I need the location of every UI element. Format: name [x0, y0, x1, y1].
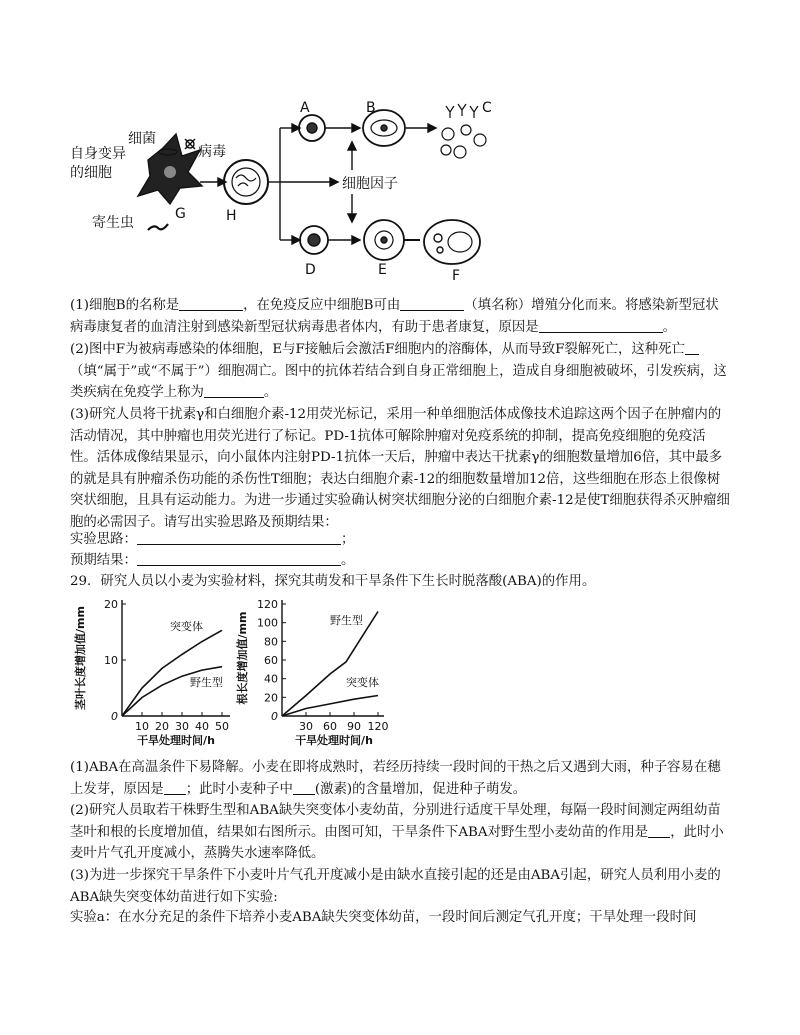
- chart2-xtick-label: 90: [347, 720, 361, 733]
- parasite-shape: [148, 224, 168, 230]
- chart2-label-mutant: 突变体: [346, 676, 379, 689]
- label-self-mutant-2: 的细胞: [70, 165, 112, 181]
- chart1-ytick-label: 20: [104, 598, 118, 611]
- answer-blank[interactable]: [293, 781, 315, 795]
- label-b: B: [366, 100, 376, 116]
- chart2-ytick-label: 0: [271, 710, 278, 723]
- chart1-xtick-label: 40: [195, 720, 209, 733]
- label-h: H: [226, 208, 237, 224]
- q28-part1: (1)细胞B的名称是 ，在免疫反应中细胞B可由 （填名称）增殖分化而来。将感染新型冠状病毒康复者的血清注射到感染新型冠状病毒患者体内，有助于患者康复，原因是 。: [70, 298, 719, 335]
- label-a: A: [300, 100, 310, 116]
- chart1-xlabel: 干旱处理时间/h: [137, 734, 215, 747]
- q28-part3: (3)研究人员将干扰素γ和白细胞介素-12用荧光标记，采用一种单细胞活体成像技术追踪这两个因子在肿瘤内的活动情况，其中肿瘤也用荧光进行了标记。PD-1抗体可解除肿瘤对免疫系统的抑制，提高免疫细胞的免疫活性。活体成像结果显示，向小鼠体内注射PD-1抗体一天后，肿瘤中表达干扰素γ的细胞数量增加6倍，其中最多的就是具有肿瘤杀伤功能的杀伤性T细胞；表达白细胞介素-12的细胞数量增加12倍，这些细胞在形态上很像树突状细胞，且具有运动能力。为进一步通过实验确认树突状细胞分泌的白细胞介素-12是使T细胞获得杀灭肿瘤细胞的必需因子。请写出实验思路及预期结果：: [70, 407, 730, 530]
- label-d: D: [305, 262, 316, 278]
- label-e: E: [378, 262, 387, 278]
- chart2-ytick-label: 100: [257, 616, 278, 630]
- chart2-series-a-line: [282, 612, 378, 717]
- chart1-ytick-label: 0: [111, 710, 118, 723]
- label-self-mutant-1: 自身变异: [70, 146, 126, 162]
- experiment-idea-line: 实验思路： ；: [70, 532, 355, 547]
- answer-blank[interactable]: [137, 552, 341, 566]
- chart1-label-wild: 野生型: [190, 676, 223, 689]
- chart1-xtick-label: 10: [135, 720, 149, 733]
- chart1-ytick-label: 10: [104, 654, 118, 667]
- answer-blank[interactable]: [685, 341, 699, 355]
- answer-blank[interactable]: [648, 824, 670, 838]
- label-virus: 病毒: [198, 144, 226, 160]
- chart2-ytick-label: 20: [264, 691, 278, 705]
- q29-part1: (1)ABA在高温条件下易降解。小麦在即将成熟时，若经历持续一段时间的干热之后又遇到大雨，种子容易在穗上发芽，原因是 ；此时小麦种子中 (激素)的含量增加，促进种子萌发。: [70, 760, 721, 797]
- chart2-ytick-label: 80: [264, 635, 278, 649]
- answer-blank[interactable]: [539, 319, 663, 333]
- cell-h-shape: [224, 160, 268, 204]
- chart1-xtick-label: 30: [175, 720, 189, 733]
- answer-blank[interactable]: [137, 531, 341, 545]
- answer-blank[interactable]: [164, 781, 186, 795]
- label-f: F: [452, 268, 461, 284]
- answer-blank[interactable]: [204, 384, 264, 398]
- label-bacteria: 细菌: [128, 131, 156, 147]
- virus-shape: [185, 139, 195, 149]
- chart2-xtick-label: 30: [299, 720, 313, 733]
- chart2-ylabel: 根长度增加值/mm: [236, 611, 249, 705]
- chart1-series-b-line: [122, 667, 222, 716]
- antibodies-shape: [441, 104, 486, 158]
- chart2-label-wild: 野生型: [330, 614, 363, 627]
- chart1-xtick-label: 50: [215, 720, 229, 733]
- q28-part2: (2)图中F为被病毒感染的体细胞，E与F接触后会激活F细胞内的溶酶体，从而导致F裂解死亡，这种死亡（填“属于”或“不属于”）细胞凋亡。图中的抗体若结合到自身正常细胞上，造成自身细胞被破坏，引发疾病，这类疾病在免疫学上称为 。: [70, 342, 727, 401]
- label-parasite: 寄生虫: [92, 215, 134, 231]
- chart1-xtick-label: 20: [155, 720, 169, 733]
- label-cytokine: 细胞因子: [342, 176, 398, 192]
- chart2-xtick-label: 120: [367, 720, 389, 733]
- expected-result-line: 预期结果： 。: [70, 553, 355, 568]
- chart2-ytick-label: 60: [264, 654, 278, 667]
- chart1-ylabel: 茎叶长度增加值/mm: [74, 606, 87, 710]
- q29-experiment-a: 实验a：在水分充足的条件下培养小麦ABA缺失突变体幼苗，一段时间后测定气孔开度；干旱处理一段时间: [70, 910, 697, 925]
- chart2-xtick-label: 60: [323, 720, 337, 733]
- q29-title: 29．研究人员以小麦为实验材料，探究其萌发和干旱条件下生长时脱落酸(ABA)的作用。: [70, 574, 596, 589]
- chart-root: [236, 592, 411, 752]
- immune-diagram: [0, 0, 800, 290]
- q29-part3: (3)为进一步探究干旱条件下小麦叶片气孔开度减小是由缺水直接引起的还是由ABA引起，研究人员利用小麦的ABA缺失突变体幼苗进行如下实验:: [70, 868, 721, 905]
- q29-part2: (2)研究人员取若干株野生型和ABA缺失突变体小麦幼苗，分别进行适度干旱处理，每隔一段时间测定两组幼苗茎叶和根的长度增加值，结果如右图所示。由图可知，干旱条件下ABA对野生型小麦幼苗的作用是 ，此时小麦叶片气孔开度减小，蒸腾失水速率降低。: [70, 803, 724, 862]
- chart2-xlabel: 干旱处理时间/h: [295, 734, 373, 747]
- chart2-ytick-label: 40: [264, 672, 278, 686]
- answer-blank[interactable]: [179, 297, 243, 311]
- chart2-ytick-label: 120: [257, 598, 278, 611]
- chart-stem-leaf: [66, 592, 246, 752]
- label-c: C: [482, 100, 492, 116]
- chart1-label-mutant: 突变体: [170, 620, 203, 633]
- answer-blank[interactable]: [400, 297, 464, 311]
- label-g: G: [175, 206, 186, 222]
